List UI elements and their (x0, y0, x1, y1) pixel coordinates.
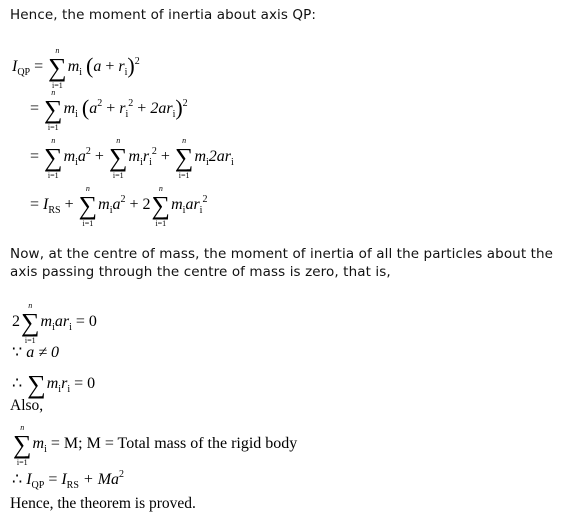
equation-4: = $I_{RS}$ + ∑ n i=1 $m_ia^2 + 2\sum$ n i=1 $m_iar_i^2$ (30, 184, 208, 228)
therefore-line-1: ∴ $\sum m_ir_i = 0$ (12, 370, 96, 399)
paragraph-text: Now, at the centre of mass, the moment of inertia of all the particles about the axis passing through the centre of mass is zero, that is, (10, 246, 554, 280)
summation-symbol: ∑ n i=1 (151, 184, 171, 228)
summation-symbol: ∑ n i=1 (44, 88, 63, 132)
summation-symbol: ∑ n i=1 (21, 301, 40, 345)
conclusion-text: Hence, the theorem is proved. (10, 495, 196, 512)
summation-symbol: ∑ n i=1 (78, 184, 98, 228)
summation-symbol: ∑ n i=1 (44, 136, 63, 180)
therefore-line-2: ∴ $I_{QP} = I_{RS} + Ma^2$ (12, 469, 125, 491)
also-text: Also, (10, 397, 44, 414)
equation-5: 2∑ n i=1 $m_iar_i = 0$ (12, 301, 97, 345)
because-symbol: ∵ (12, 344, 23, 361)
therefore-symbol: ∴ (12, 375, 23, 392)
summation-symbol: ∑ n i=1 (174, 136, 194, 180)
summation-symbol: ∑ n i=1 (48, 46, 67, 90)
equation-2: = ∑ n i=1 $m_i$ $(a^2 + r_i^2 + 2ar_i)^2$ (30, 88, 188, 132)
summation-symbol: ∑ (27, 370, 46, 399)
therefore-symbol: ∴ (12, 471, 23, 488)
equation-3: = ∑ n i=1 $m_ia^2$ + ∑ n i=1 $m_ir_i^2$ + ∑ n i=1 $m_i2ar_i$ (30, 136, 234, 180)
equation-6: ∑ n i=1 $m_i = M$; M = Total mass of the rigid body (13, 423, 298, 467)
since-line: ∵ a ≠ 0 (12, 344, 59, 361)
subscript-qp: QP (17, 67, 31, 78)
equals-sign: = (34, 58, 44, 75)
summation-symbol: ∑ n i=1 (13, 423, 32, 467)
inertia-symbol: I (12, 58, 18, 75)
heading-text: Hence, the moment of inertia about axis QP: (10, 7, 317, 23)
summation-symbol: ∑ n i=1 (108, 136, 128, 180)
equation-1: $I_{QP}$ = ∑ n i=1 $m_i$ $(a + r_i)^2$ (12, 46, 140, 90)
